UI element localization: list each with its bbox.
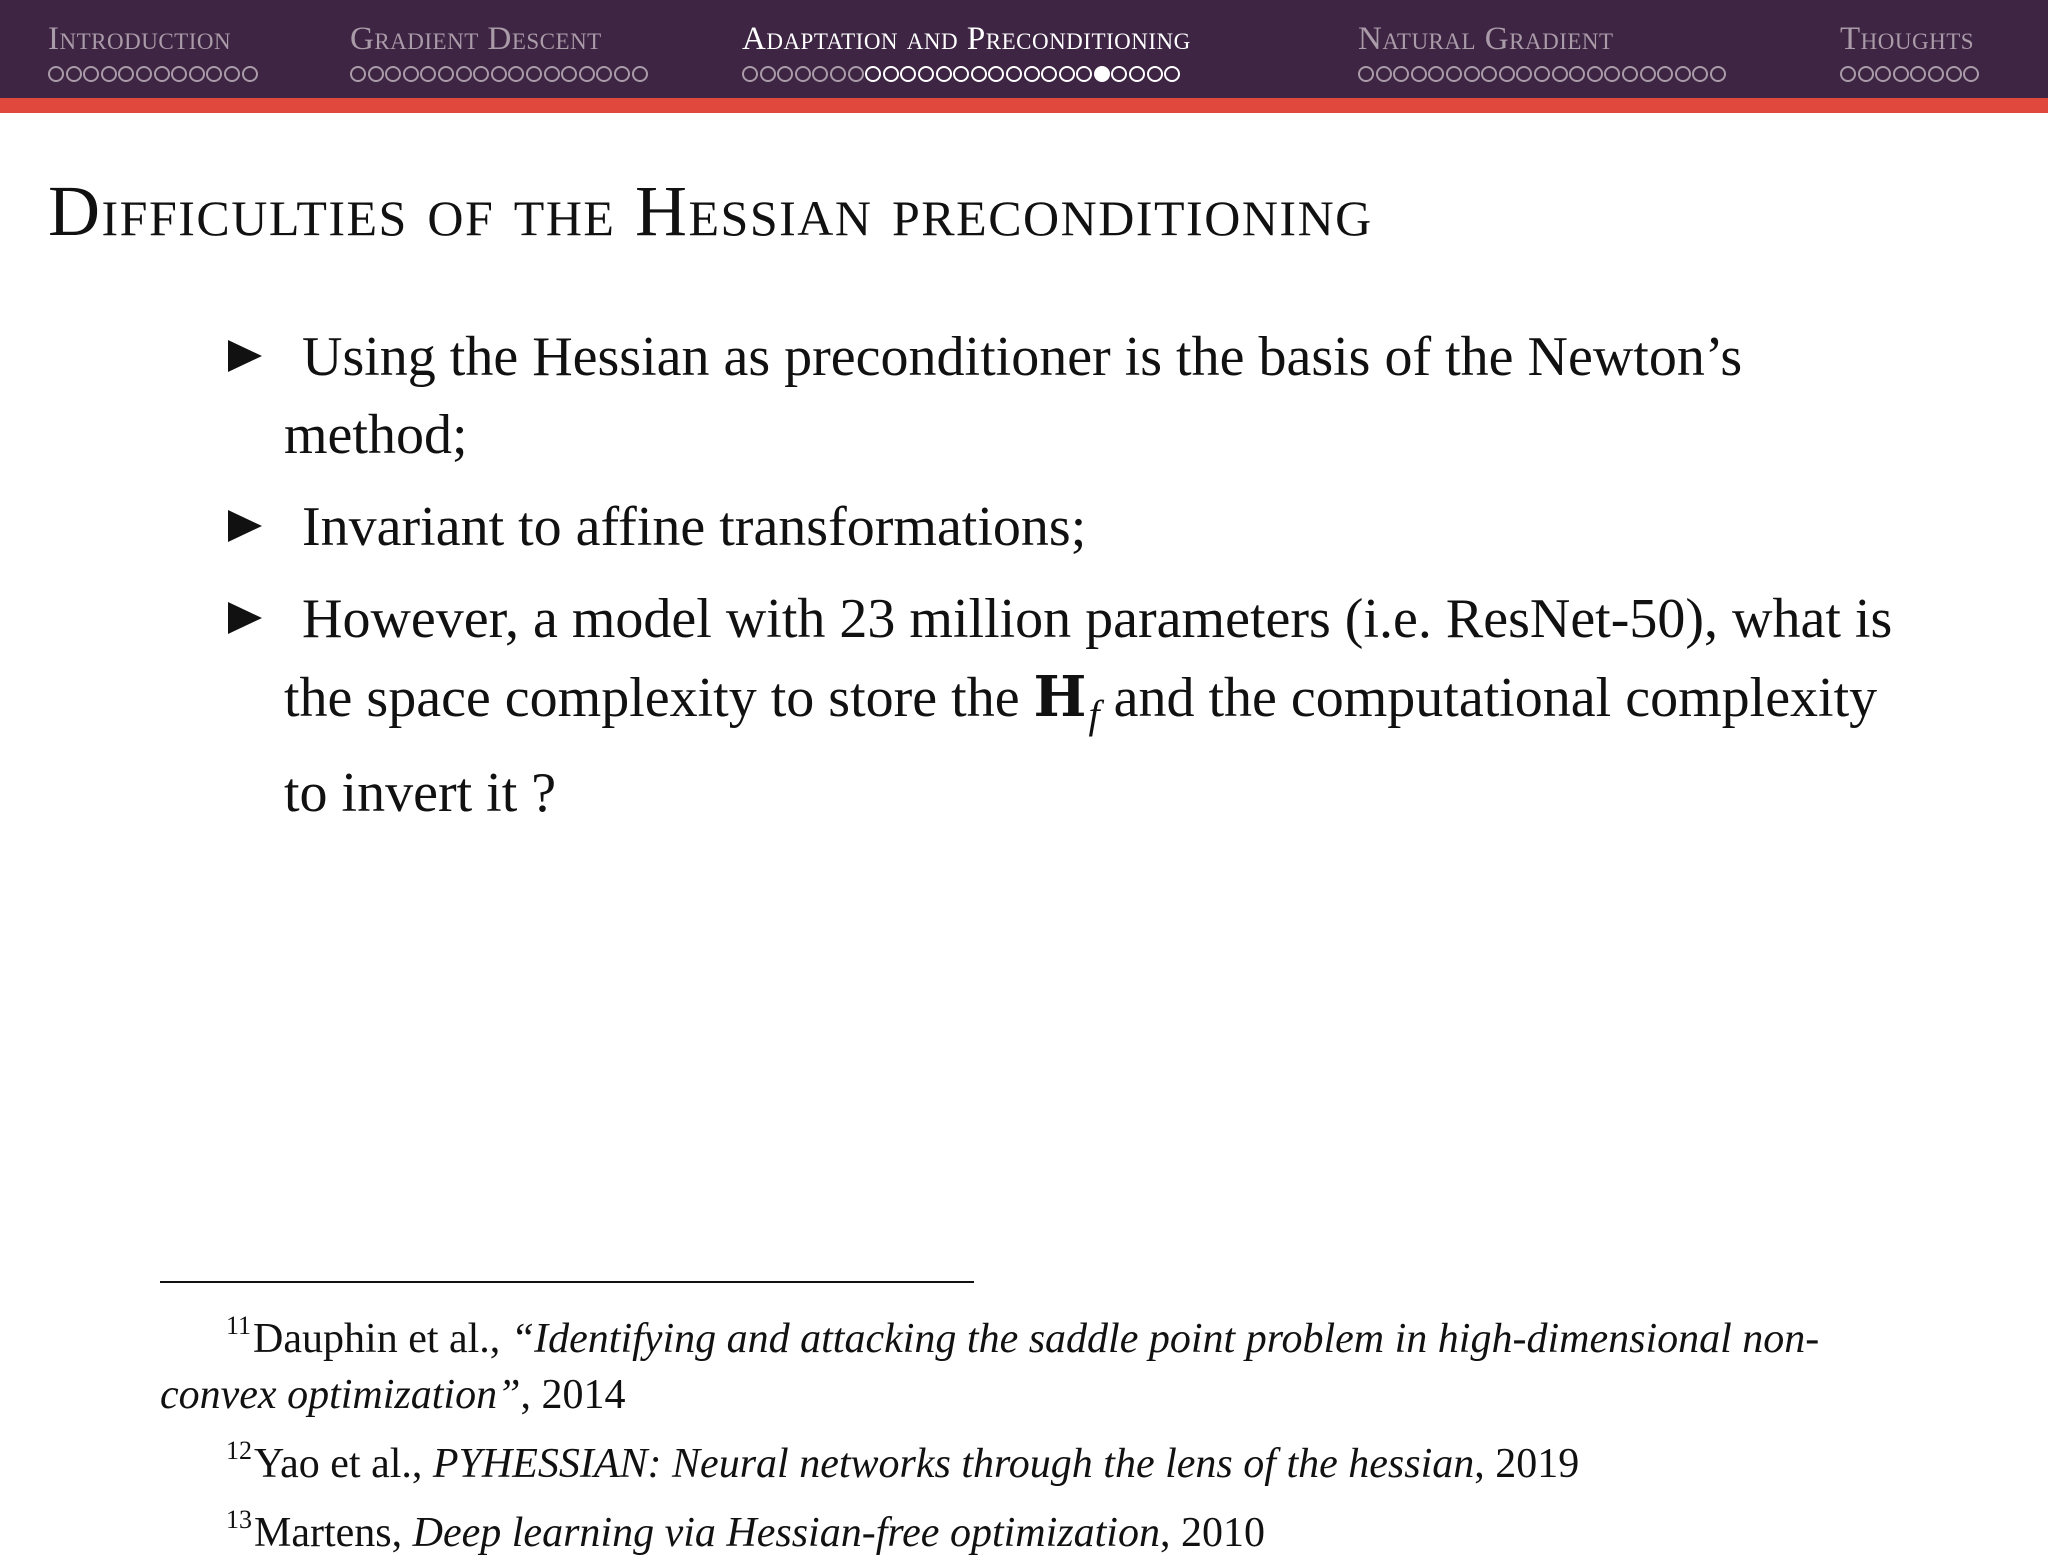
nav-slide-dot[interactable]	[1006, 66, 1022, 82]
nav-slide-dot[interactable]	[368, 66, 384, 82]
footnote-title: PYHESSIAN: Neural networks through the lens of the hessian	[432, 1441, 1475, 1487]
footnote-year: , 2014	[520, 1372, 626, 1418]
bullet-text: Invariant to affine transformations;	[302, 496, 1087, 558]
nav-slide-dot[interactable]	[1499, 66, 1515, 82]
nav-slide-dot[interactable]	[420, 66, 436, 82]
nav-slide-dot[interactable]	[1358, 66, 1374, 82]
nav-slide-dot[interactable]	[1481, 66, 1497, 82]
nav-slide-dot[interactable]	[1875, 66, 1891, 82]
nav-slide-dot[interactable]	[1587, 66, 1603, 82]
nav-slide-dot[interactable]	[242, 66, 258, 82]
nav-slide-dot[interactable]	[189, 66, 205, 82]
nav-slide-dot[interactable]	[1041, 66, 1057, 82]
nav-slide-dot[interactable]	[1552, 66, 1568, 82]
hessian-symbol: H	[1033, 664, 1087, 730]
nav-section-title[interactable]: Natural Gradient	[1358, 21, 1614, 57]
nav-section-title[interactable]: Thoughts	[1840, 21, 1975, 57]
nav-slide-dot[interactable]	[1893, 66, 1909, 82]
footnote-title: “Identifying and attacking the saddle point problem in high-dimensional non-convex optimization”	[160, 1316, 1820, 1418]
nav-slide-dot[interactable]	[1411, 66, 1427, 82]
nav-slide-dot[interactable]	[1393, 66, 1409, 82]
footnote	[160, 1298, 1880, 1423]
nav-slide-dot[interactable]	[438, 66, 454, 82]
nav-slide-dot[interactable]	[918, 66, 934, 82]
nav-slide-dot[interactable]	[900, 66, 916, 82]
nav-slide-dot[interactable]	[224, 66, 240, 82]
nav-section-adaptation-and-preconditioning[interactable]	[742, 18, 1191, 94]
nav-slide-dot[interactable]	[1164, 66, 1180, 82]
nav-progress-dots[interactable]	[48, 66, 258, 82]
nav-slide-dot[interactable]	[1604, 66, 1620, 82]
nav-section-title[interactable]: Gradient Descent	[350, 21, 602, 57]
bullet-text: Using the Hessian as preconditioner is the basis of the Newton’s method;	[284, 326, 1743, 466]
nav-slide-dot[interactable]	[66, 66, 82, 82]
footnote	[160, 1423, 1880, 1492]
nav-slide-dot[interactable]	[1111, 66, 1127, 82]
nav-slide-dot[interactable]	[101, 66, 117, 82]
nav-slide-dot[interactable]	[614, 66, 630, 82]
nav-section-thoughts[interactable]	[1840, 18, 1979, 94]
nav-slide-dot[interactable]	[865, 66, 881, 82]
footnote	[160, 1492, 1880, 1561]
nav-slide-dot[interactable]	[385, 66, 401, 82]
bullet-list	[220, 318, 1900, 846]
nav-progress-dots[interactable]	[1358, 66, 1726, 82]
triangle-bullet-icon	[228, 510, 262, 542]
nav-slide-dot[interactable]	[1858, 66, 1874, 82]
nav-slide-dot[interactable]	[1059, 66, 1075, 82]
hessian-subscript: f	[1088, 692, 1100, 737]
nav-slide-dot[interactable]	[118, 66, 134, 82]
triangle-bullet-icon	[228, 340, 262, 372]
slide-title: Difficulties of the Hessian preconditioning	[48, 171, 1373, 251]
nav-slide-dot[interactable]	[1147, 66, 1163, 82]
nav-progress-dots[interactable]	[350, 66, 648, 82]
nav-progress-dots[interactable]	[1840, 66, 1979, 82]
nav-slide-dot[interactable]	[953, 66, 969, 82]
nav-slide-dot[interactable]	[1376, 66, 1392, 82]
nav-slide-dot[interactable]	[812, 66, 828, 82]
footnote-number: 11	[226, 1311, 252, 1340]
nav-accent-stripe	[0, 98, 2048, 113]
nav-slide-dot[interactable]	[1963, 66, 1979, 82]
nav-slide-dot[interactable]	[971, 66, 987, 82]
nav-slide-dot[interactable]	[1928, 66, 1944, 82]
nav-slide-dot[interactable]	[1428, 66, 1444, 82]
nav-section-natural-gradient[interactable]	[1358, 18, 1726, 94]
footnote-number: 12	[226, 1436, 252, 1465]
nav-slide-dot[interactable]	[632, 66, 648, 82]
footnote-divider	[160, 1281, 974, 1283]
nav-slide-dot[interactable]	[473, 66, 489, 82]
nav-slide-dot[interactable]	[936, 66, 952, 82]
nav-slide-dot[interactable]	[760, 66, 776, 82]
nav-slide-dot[interactable]	[350, 66, 366, 82]
triangle-bullet-icon	[228, 602, 262, 634]
bullet-text-before-math: However, a model with 23 million parameters (i.e. ResNet-50), what is the space complexity to store the	[284, 588, 1893, 729]
nav-slide-dot[interactable]	[1692, 66, 1708, 82]
nav-slide-dot[interactable]	[1569, 66, 1585, 82]
nav-slide-dot[interactable]	[1516, 66, 1532, 82]
bullet-item	[220, 318, 1900, 474]
nav-slide-dot[interactable]	[136, 66, 152, 82]
nav-slide-dot[interactable]	[988, 66, 1004, 82]
nav-slide-dot[interactable]	[742, 66, 758, 82]
nav-slide-dot[interactable]	[206, 66, 222, 82]
footnote-year: , 2019	[1474, 1441, 1580, 1487]
nav-slide-dot[interactable]	[1710, 66, 1726, 82]
nav-section-gradient-descent[interactable]	[350, 18, 648, 94]
nav-slide-dot[interactable]	[171, 66, 187, 82]
nav-slide-dot[interactable]	[544, 66, 560, 82]
nav-slide-dot[interactable]	[561, 66, 577, 82]
nav-slide-dot[interactable]	[491, 66, 507, 82]
nav-slide-dot[interactable]	[154, 66, 170, 82]
nav-slide-dot[interactable]	[848, 66, 864, 82]
nav-progress-dots[interactable]	[742, 66, 1191, 82]
nav-slide-dot[interactable]	[1675, 66, 1691, 82]
nav-slide-dot[interactable]	[1534, 66, 1550, 82]
nav-slide-dot[interactable]	[1640, 66, 1656, 82]
nav-section-title[interactable]: Adaptation and Preconditioning	[742, 21, 1191, 57]
nav-slide-dot[interactable]	[795, 66, 811, 82]
nav-slide-dot[interactable]	[596, 66, 612, 82]
nav-slide-dot[interactable]	[1129, 66, 1145, 82]
nav-slide-dot[interactable]	[1446, 66, 1462, 82]
nav-slide-dot[interactable]	[579, 66, 595, 82]
nav-slide-dot[interactable]	[1622, 66, 1638, 82]
footnote-title: Deep learning via Hessian-free optimization	[412, 1510, 1160, 1556]
nav-slide-dot[interactable]	[1946, 66, 1962, 82]
nav-slide-dot[interactable]	[830, 66, 846, 82]
nav-slide-dot[interactable]	[83, 66, 99, 82]
footnote-number: 13	[226, 1505, 252, 1534]
footnotes	[160, 1298, 1880, 1561]
nav-slide-dot[interactable]	[1094, 66, 1110, 82]
nav-slide-dot[interactable]	[48, 66, 64, 82]
nav-slide-dot[interactable]	[1840, 66, 1856, 82]
nav-slide-dot[interactable]	[777, 66, 793, 82]
footnote-author: Yao et al.,	[254, 1441, 433, 1487]
nav-slide-dot[interactable]	[1910, 66, 1926, 82]
nav-slide-dot[interactable]	[1024, 66, 1040, 82]
bullet-item	[220, 580, 1900, 832]
footnote-author: Martens,	[254, 1510, 413, 1556]
bullet-text-after-math: and the computational complexity to invert it ?	[284, 667, 1878, 824]
nav-slide-dot[interactable]	[508, 66, 524, 82]
nav-slide-dot[interactable]	[456, 66, 472, 82]
bullet-item	[220, 488, 1900, 566]
nav-section-title[interactable]: Introduction	[48, 21, 232, 57]
footnote-author: Dauphin et al.,	[253, 1316, 511, 1362]
nav-section-introduction[interactable]	[48, 18, 258, 94]
nav-slide-dot[interactable]	[403, 66, 419, 82]
nav-slide-dot[interactable]	[526, 66, 542, 82]
nav-slide-dot[interactable]	[1464, 66, 1480, 82]
nav-slide-dot[interactable]	[883, 66, 899, 82]
nav-slide-dot[interactable]	[1076, 66, 1092, 82]
nav-slide-dot[interactable]	[1657, 66, 1673, 82]
section-navigation-bar	[0, 0, 2048, 98]
footnote-year: , 2010	[1159, 1510, 1265, 1556]
